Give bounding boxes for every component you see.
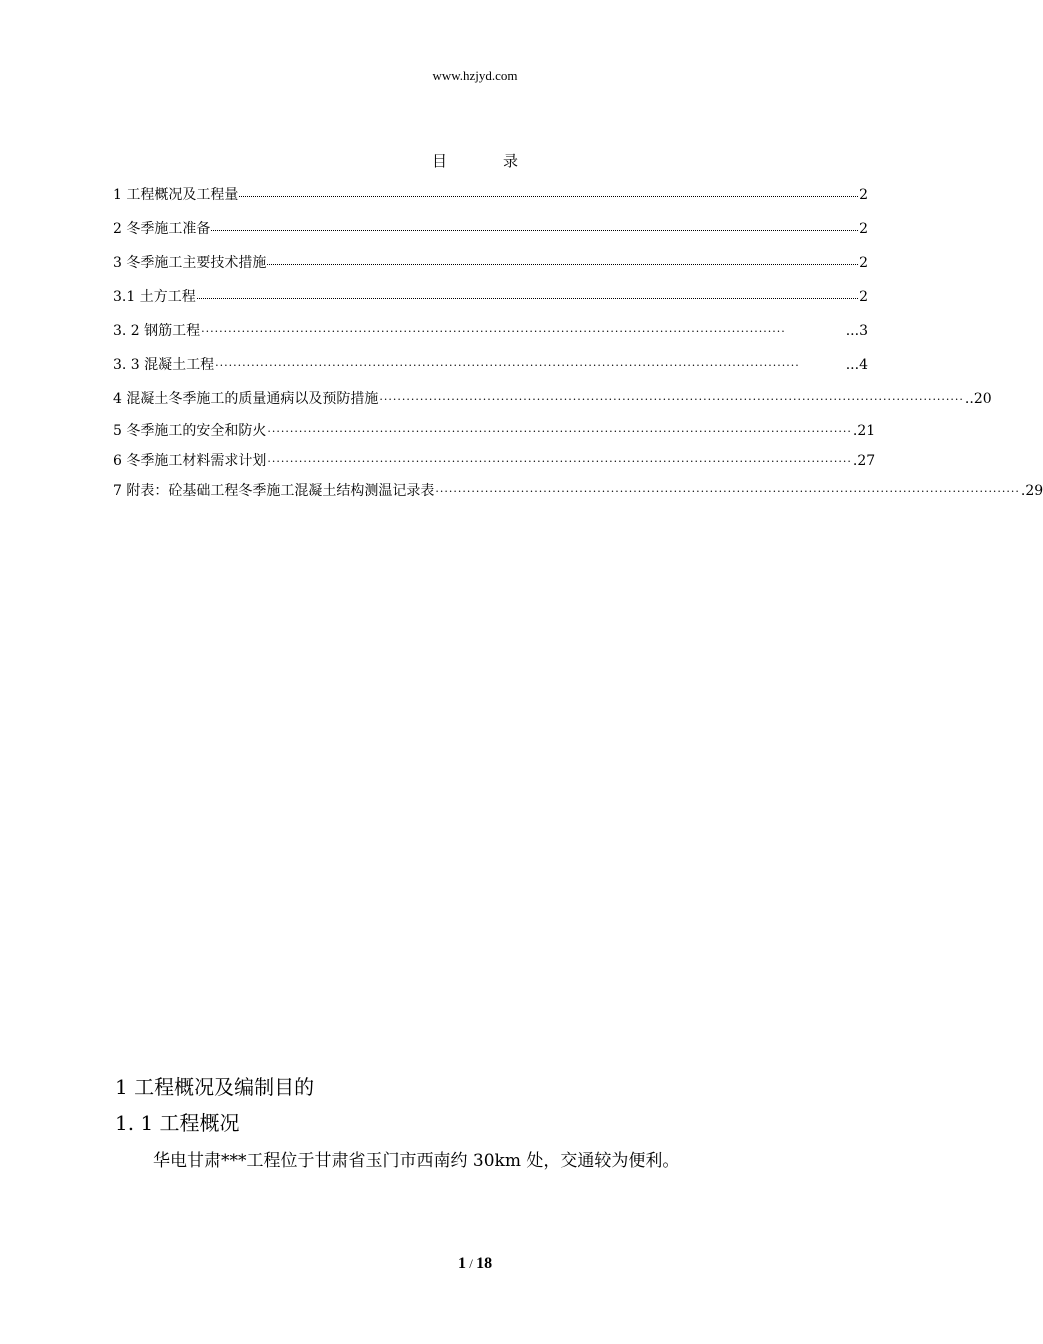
- toc-entry[interactable]: [113, 314, 868, 348]
- toc-entry-page: .29: [1020, 483, 1043, 499]
- header-url: www.hzjyd.com: [432, 68, 518, 83]
- toc-leader: ··································································································································: [201, 325, 786, 338]
- toc-entry-label: 6 冬季施工材料需求计划: [113, 453, 267, 469]
- toc-entry[interactable]: [113, 280, 868, 314]
- table-of-contents: [113, 178, 1043, 506]
- toc-entry[interactable]: [113, 382, 992, 416]
- toc-leader: ··································································································································: [267, 425, 852, 438]
- toc-entry-page: ...3: [845, 323, 868, 339]
- toc-entry-label: 3 冬季施工主要技术措施: [113, 255, 267, 271]
- toc-entry-label: 3.1 土方工程: [113, 289, 196, 305]
- toc-entry[interactable]: [113, 348, 868, 382]
- toc-entry-label: 3. 3 混凝土工程: [113, 357, 215, 373]
- toc-entry-label: 1 工程概况及工程量: [113, 187, 239, 203]
- toc-entry-label: 7 附表：砼基础工程冬季施工混凝土结构测温记录表: [113, 483, 435, 499]
- toc-entry-page: 2: [859, 289, 868, 305]
- toc-leader: ··································································································································: [435, 485, 1020, 498]
- toc-entry-page: ..20: [964, 391, 992, 407]
- toc-leader: ··································································································································: [215, 359, 800, 372]
- toc-entry[interactable]: [113, 212, 868, 246]
- toc-leader: [197, 288, 858, 299]
- toc-leader: [267, 254, 858, 265]
- body-paragraph: 华电甘肃***工程位于甘肃省玉门市西南约 30km 处，交通较为便利。: [153, 1151, 680, 1171]
- toc-entry[interactable]: [113, 446, 876, 476]
- toc-leader: ··································································································································: [379, 393, 964, 406]
- toc-entry-label: 5 冬季施工的安全和防火: [113, 423, 267, 439]
- toc-leader: [239, 186, 858, 197]
- toc-entry-page: 2: [859, 187, 868, 203]
- toc-leader: [211, 220, 858, 231]
- toc-entry-label: 3. 2 钢筋工程: [113, 323, 201, 339]
- toc-entry[interactable]: [113, 246, 868, 280]
- toc-entry-page: .21: [852, 423, 876, 439]
- toc-entry-label: 2 冬季施工准备: [113, 221, 211, 237]
- section-heading-1-1: 1. 1 工程概况: [115, 1111, 240, 1135]
- toc-entry-page: 2: [859, 221, 868, 237]
- toc-entry-label: 4 混凝土冬季施工的质量通病以及预防措施: [113, 391, 379, 407]
- toc-title-right: 录: [503, 152, 519, 170]
- toc-entry[interactable]: [113, 476, 1043, 506]
- page-total: 18: [476, 1255, 493, 1272]
- toc-entry[interactable]: [113, 416, 876, 446]
- toc-leader: ··································································································································: [267, 455, 852, 468]
- toc-entry-page: 2: [859, 255, 868, 271]
- toc-title-left: 目: [431, 152, 447, 170]
- toc-title: [0, 150, 950, 171]
- toc-entry-page: ...4: [845, 357, 868, 373]
- page-current: 1: [457, 1255, 466, 1272]
- page-separator: /: [465, 1256, 477, 1271]
- toc-entry-page: .27: [852, 453, 876, 469]
- toc-entry[interactable]: [113, 178, 868, 212]
- page-number: [0, 1255, 950, 1273]
- section-heading-1: 1 工程概况及编制目的: [115, 1075, 315, 1099]
